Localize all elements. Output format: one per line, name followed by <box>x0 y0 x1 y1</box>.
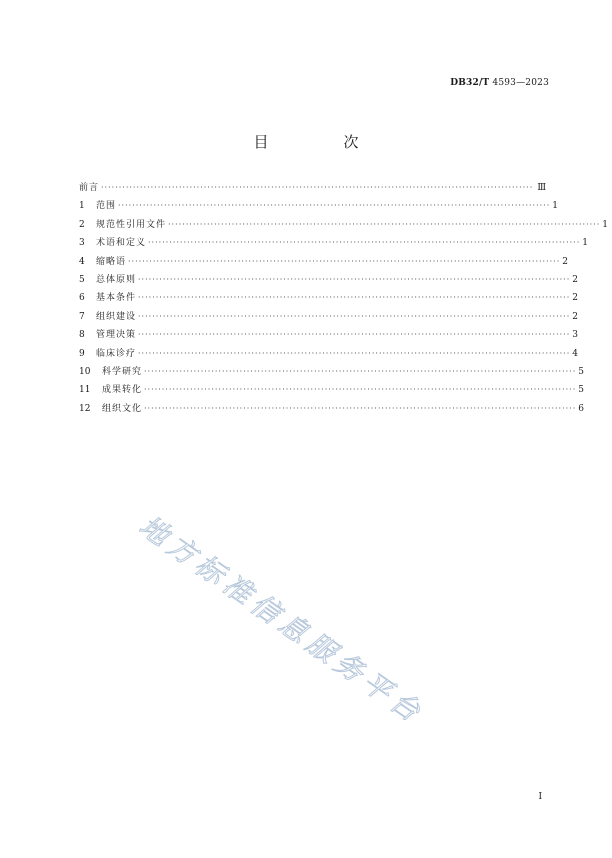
toc-leader-dots: ·························································································································· <box>138 311 571 321</box>
toc-entry-label: 总体原则 <box>96 274 137 285</box>
toc-entry-page: 5 <box>578 366 584 377</box>
toc-leader-dots: ·························································································································· <box>168 219 601 229</box>
standard-code <box>450 78 549 88</box>
toc-entry-label: 规范性引用文件 <box>96 219 167 230</box>
toc-leader-dots: ·························································································································· <box>148 238 581 248</box>
toc-entry-page: 6 <box>578 403 584 414</box>
toc-entry-page: 4 <box>572 348 578 359</box>
toc-entry-label: 缩略语 <box>96 256 127 267</box>
toc-entry-12[interactable] <box>79 401 584 419</box>
toc-entry-number: 6 <box>79 293 85 304</box>
toc-entry-number: 3 <box>79 238 85 249</box>
toc-title: 目 次 <box>253 133 389 151</box>
toc-leader-dots: ·························································································································· <box>118 201 551 211</box>
toc-entry-foreword[interactable] <box>79 180 546 198</box>
toc-entry-3[interactable] <box>79 235 588 253</box>
toc-entry-number: 8 <box>79 330 85 341</box>
toc-entry-label: 科学研究 <box>102 366 143 377</box>
toc-leader-dots: ·························································································································· <box>144 385 577 395</box>
toc-entry-page: 3 <box>572 330 578 341</box>
toc-entry-label: 前言 <box>79 183 100 193</box>
toc-leader-dots: ·························································································································· <box>101 183 534 192</box>
toc-entry-4[interactable] <box>79 254 568 272</box>
toc-entry-number: 12 <box>79 403 91 414</box>
toc-entry-number: 9 <box>79 348 85 359</box>
toc-entry-number: 1 <box>79 201 85 212</box>
toc-entry-label: 管理决策 <box>96 330 137 341</box>
toc-entry-page: 1 <box>552 201 558 212</box>
toc-entry-page: 5 <box>578 385 584 396</box>
toc-entry-label: 组织文化 <box>102 403 143 414</box>
toc-leader-dots: ·························································································································· <box>138 293 571 303</box>
toc-entry-page: 2 <box>562 256 568 267</box>
watermark: 地方标准信息服务平台 <box>133 509 431 732</box>
toc-entry-number: 2 <box>79 219 85 230</box>
toc-leader-dots: ·························································································································· <box>144 403 577 413</box>
toc-entry-number: 5 <box>79 274 85 285</box>
toc-entry-label: 成果转化 <box>102 385 143 396</box>
toc-entry-10[interactable] <box>79 364 584 382</box>
table-of-contents <box>79 180 608 419</box>
toc-entry-5[interactable] <box>79 272 578 290</box>
standard-code-prefix: DB32/T <box>450 78 490 88</box>
toc-entry-page: 2 <box>572 293 578 304</box>
toc-entry-7[interactable] <box>79 309 578 327</box>
toc-entry-label: 组织建设 <box>96 311 137 322</box>
toc-entry-page: 2 <box>572 311 578 322</box>
toc-entry-8[interactable] <box>79 327 578 345</box>
toc-entry-9[interactable] <box>79 346 578 364</box>
toc-entry-number: 4 <box>79 256 85 267</box>
toc-leader-dots: ·························································································································· <box>138 348 571 358</box>
toc-entry-number: 11 <box>79 385 91 396</box>
standard-code-number: 4593—2023 <box>492 78 549 88</box>
toc-leader-dots: ·························································································································· <box>144 366 577 376</box>
toc-entry-page: 1 <box>582 238 588 249</box>
toc-entry-number: 10 <box>79 366 91 377</box>
toc-entry-2[interactable] <box>79 217 608 235</box>
toc-leader-dots: ·························································································································· <box>138 274 571 284</box>
toc-entry-page: 2 <box>572 274 578 285</box>
toc-leader-dots: ·························································································································· <box>128 256 561 266</box>
toc-entry-11[interactable] <box>79 382 584 400</box>
toc-entry-6[interactable] <box>79 290 578 308</box>
toc-entry-label: 临床诊疗 <box>96 348 137 359</box>
toc-entry-label: 基本条件 <box>96 293 137 304</box>
toc-entry-page: 1 <box>602 219 608 230</box>
page-number: I <box>538 792 542 802</box>
toc-entry-page: Ⅲ <box>537 183 546 193</box>
toc-leader-dots: ·························································································································· <box>138 330 571 340</box>
toc-entry-number: 7 <box>79 311 85 322</box>
toc-entry-label: 术语和定义 <box>96 238 147 249</box>
toc-entry-1[interactable] <box>79 198 558 216</box>
toc-entry-label: 范围 <box>96 201 117 212</box>
